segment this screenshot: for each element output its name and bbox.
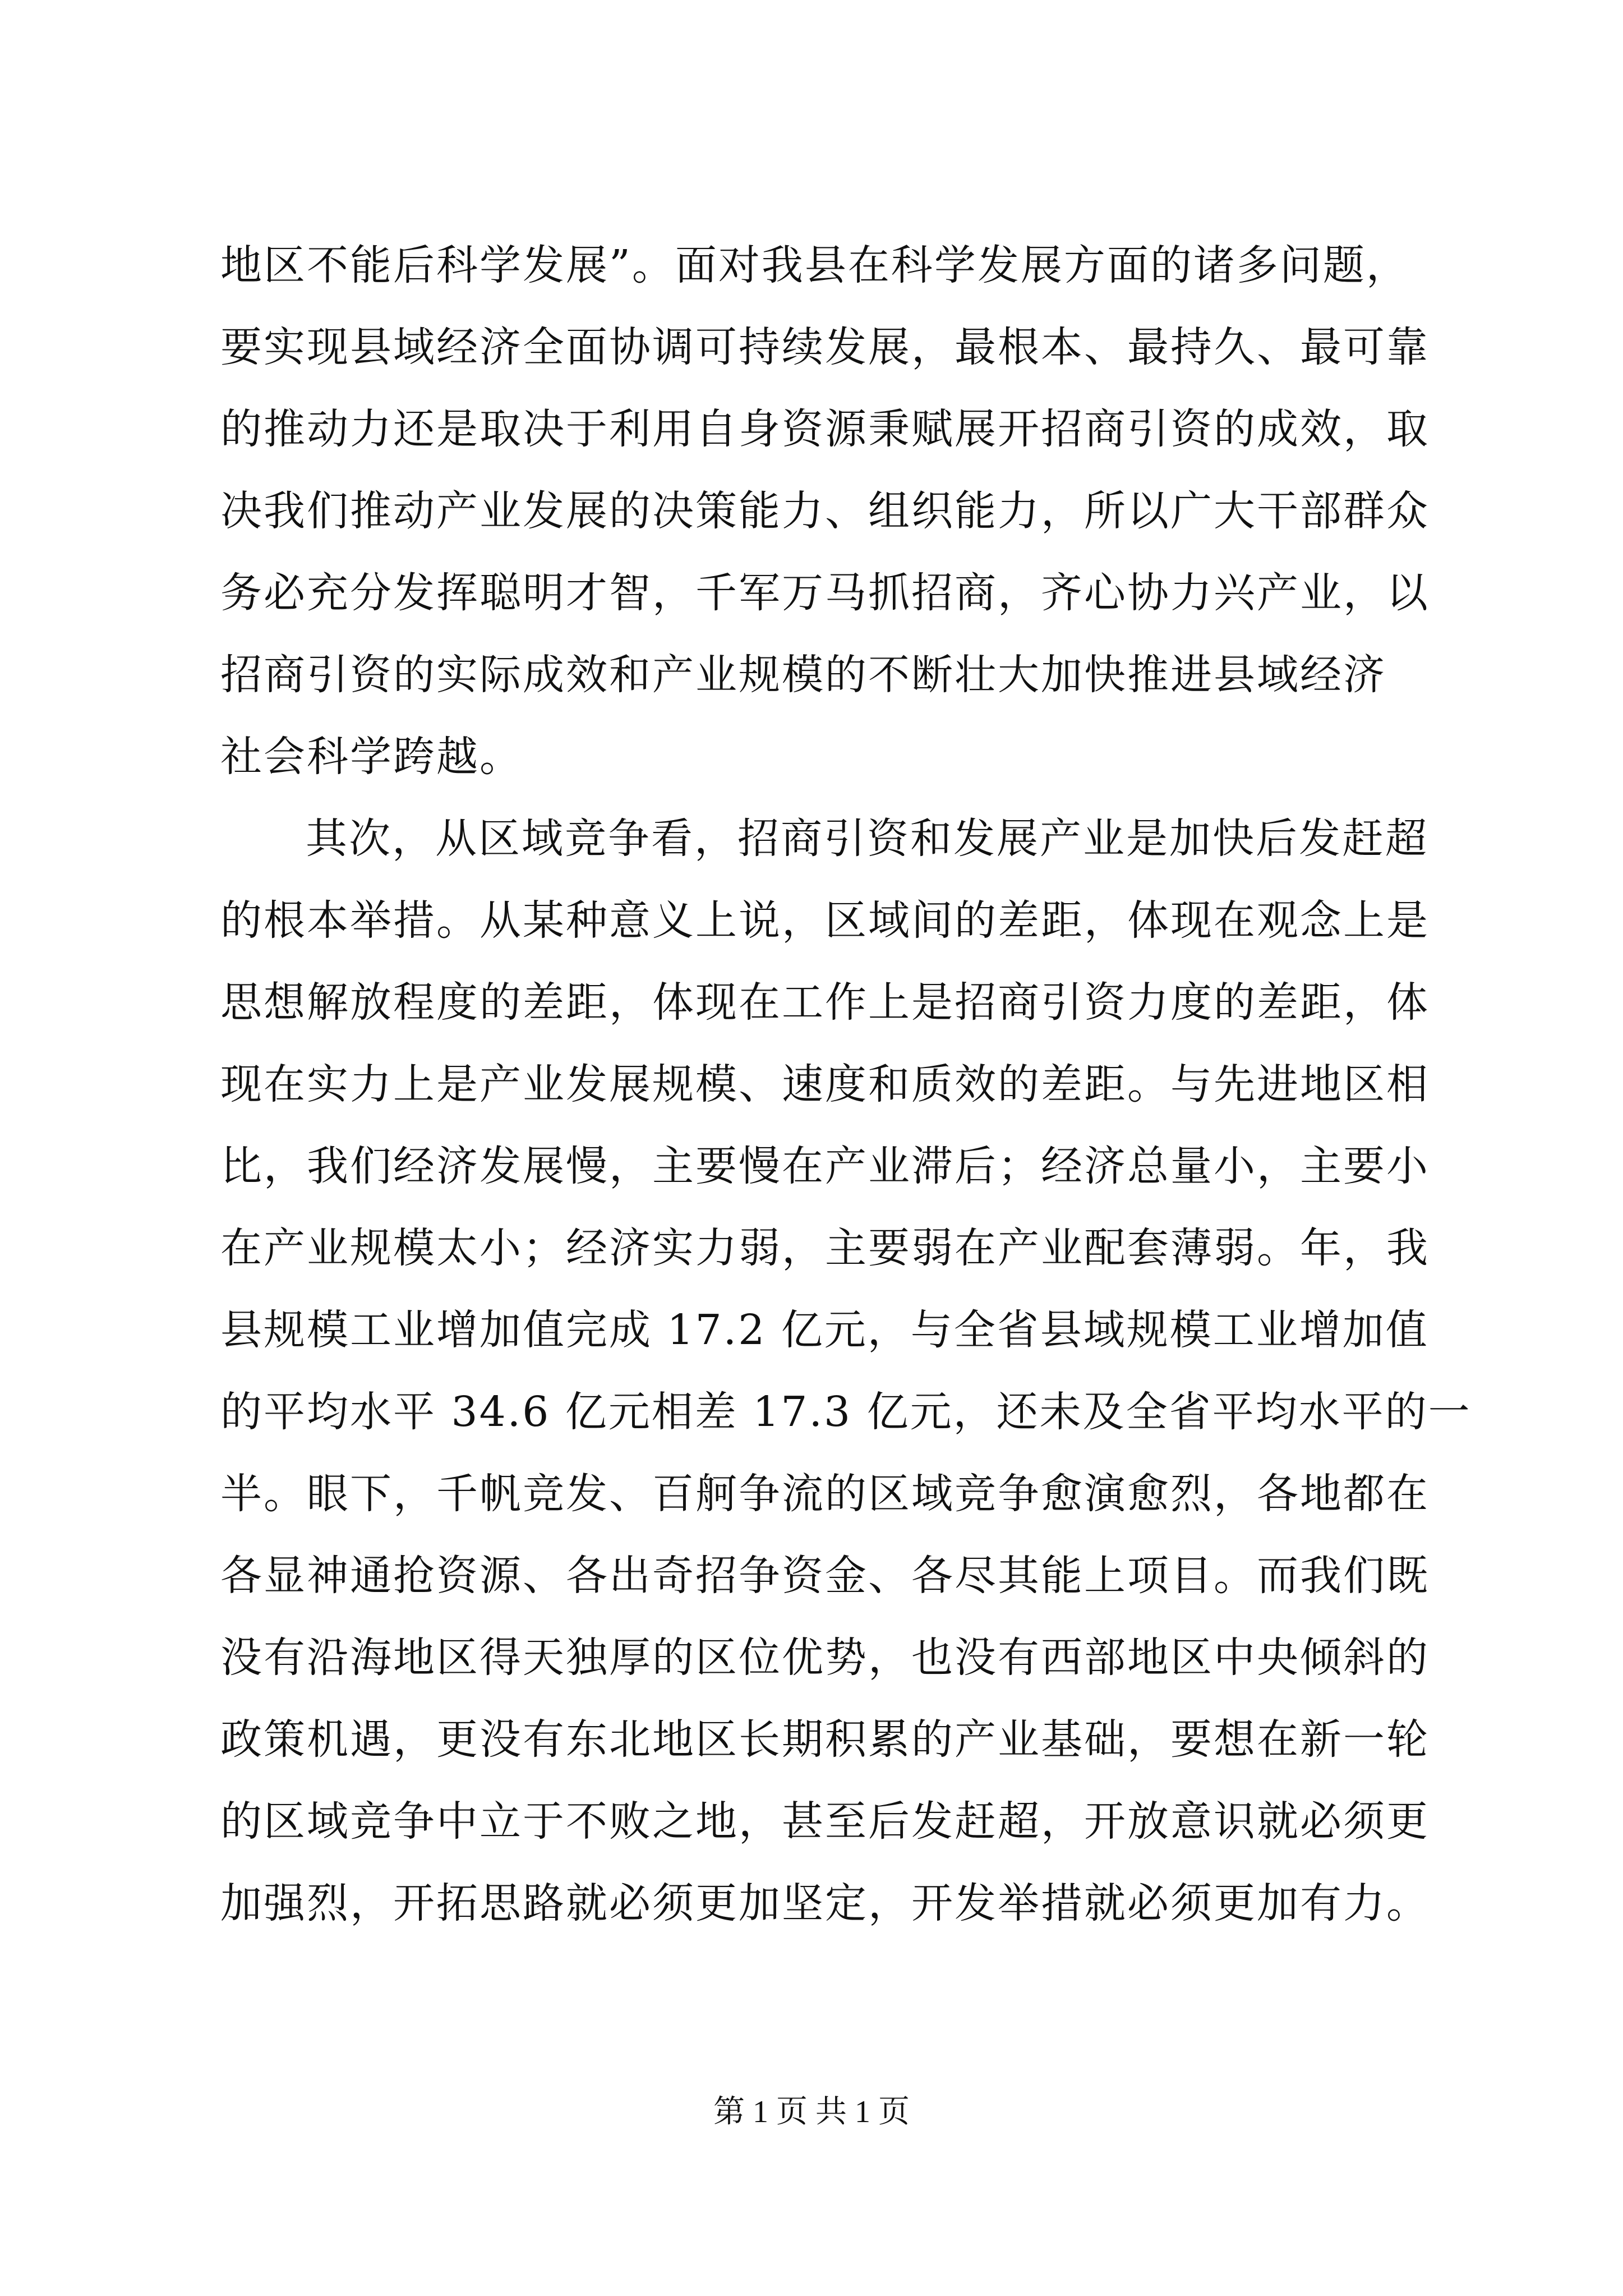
- page-footer: [0, 2090, 1623, 2134]
- paragraph-first-line: 其次，从区域竞争看，招商引资和发展产业是加快后发赶超: [306, 815, 1428, 863]
- paragraph-line: 比，我们经济发展慢，主要慢在产业滞后；经济总量小，主要小: [220, 1142, 1430, 1190]
- paragraph-line: 现在实力上是产业发展规模、速度和质效的差距。与先进地区相: [220, 1060, 1430, 1108]
- paragraph-line: 思想解放程度的差距，体现在工作上是招商引资力度的差距，体: [220, 978, 1430, 1027]
- paragraph-line: 决我们推动产业发展的决策能力、组织能力，所以广大干部群众: [220, 487, 1430, 535]
- paragraph-line: 的根本举措。从某种意义上说，区域间的差距，体现在观念上是: [220, 896, 1430, 945]
- paragraph-2: [220, 798, 1472, 1944]
- paragraph-line: 县规模工业增加值完成 17.2 亿元，与全省县域规模工业增加值: [220, 1306, 1429, 1354]
- paragraph-line: 招商引资的实际成效和产业规模的不断壮大加快推进县域经济: [220, 651, 1386, 699]
- paragraph-line: 各显神通抢资源、各出奇招争资金、各尽其能上项目。而我们既: [220, 1552, 1430, 1600]
- page-number-label: 第 1 页 共 1 页: [713, 2095, 910, 2129]
- paragraph-line: 要实现县域经济全面协调可持续发展，最根本、最持久、最可靠: [220, 323, 1430, 371]
- paragraph-line: 没有沿海地区得天独厚的区位优势，也没有西部地区中央倾斜的: [220, 1634, 1430, 1682]
- paragraph-line: 的区域竞争中立于不败之地，甚至后发赶超，开放意识就必须更: [220, 1797, 1430, 1846]
- paragraph-1: [220, 224, 1432, 798]
- paragraph-line: 的平均水平 34.6 亿元相差 17.3 亿元，还未及全省平均水平的一: [220, 1388, 1472, 1436]
- paragraph-line: 社会科学跨越。: [220, 733, 523, 781]
- paragraph-line: 半。眼下，千帆竞发、百舸争流的区域竞争愈演愈烈，各地都在: [220, 1470, 1430, 1518]
- paragraph-line: 政策机遇，更没有东北地区长期积累的产业基础，要想在新一轮: [220, 1715, 1430, 1764]
- paragraph-line: 加强烈，开拓思路就必须更加坚定，开发举措就必须更加有力。: [220, 1879, 1430, 1927]
- paragraph-line: 地区不能后科学发展”。面对我县在科学发展方面的诸多问题，: [220, 241, 1409, 289]
- document-body: [220, 224, 1472, 1944]
- paragraph-line: 在产业规模太小；经济实力弱，主要弱在产业配套薄弱。年，我: [220, 1224, 1430, 1272]
- paragraph-line: 的推动力还是取决于利用自身资源秉赋展开招商引资的成效，取: [220, 405, 1430, 453]
- paragraph-line: 务必充分发挥聪明才智，千军万马抓招商，齐心协力兴产业，以: [220, 569, 1430, 617]
